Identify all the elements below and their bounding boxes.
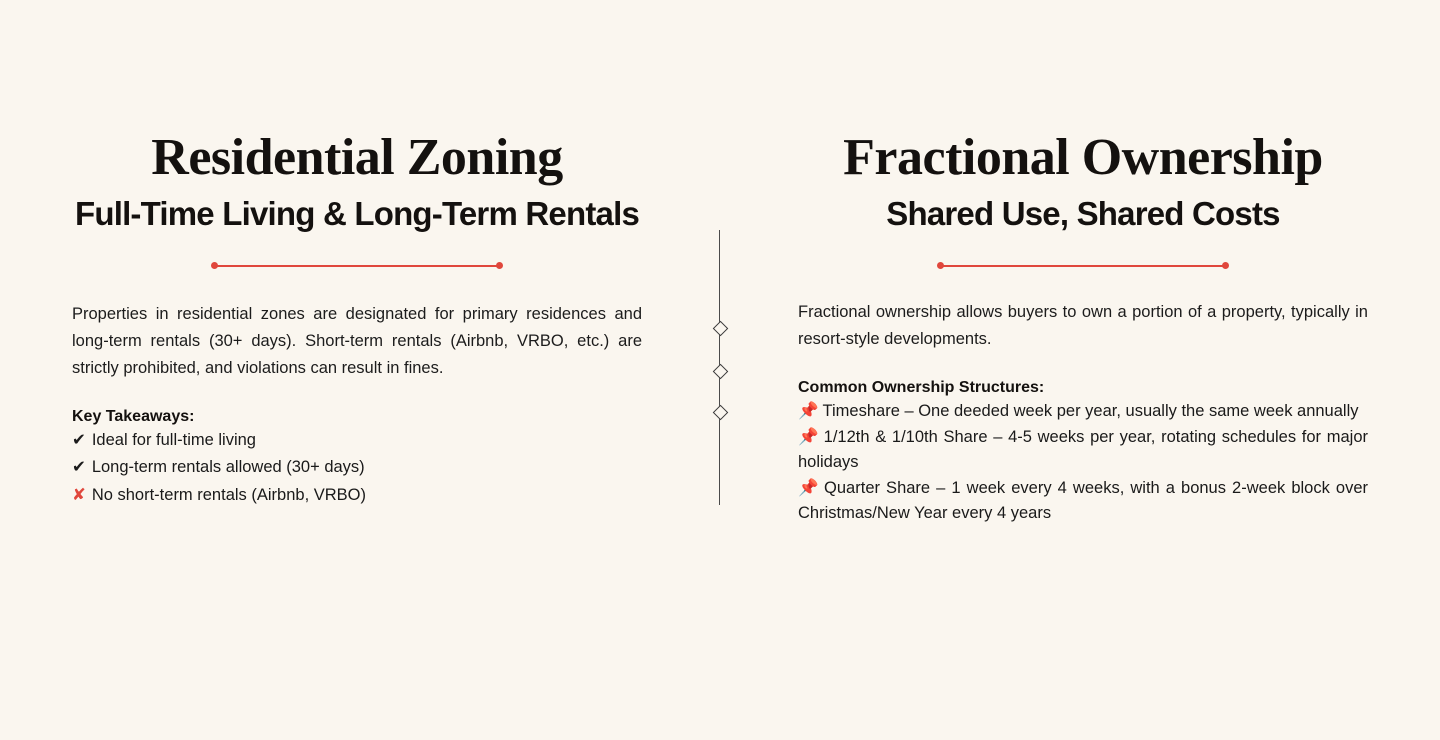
list-item: [798, 399, 1368, 424]
left-panel-title: Residential Zoning: [151, 129, 563, 186]
right-panel-subtitle: Shared Use, Shared Costs: [886, 195, 1280, 233]
panel-residential-zoning: [72, 130, 642, 508]
connector-node-1: [713, 321, 729, 337]
key-takeaways-label: Key Takeaways:: [72, 407, 195, 425]
list-item-label: Timeshare – One deeded week per year, usually the same week annually: [822, 401, 1359, 420]
list-item: [798, 425, 1368, 475]
panel-fractional-ownership: [798, 130, 1368, 526]
left-panel-subtitle: Full-Time Living & Long-Term Rentals: [74, 195, 639, 233]
list-item-label: Quarter Share – 1 week every 4 weeks, with a bonus 2-week block over Christmas/New Year every 4 years: [798, 479, 1369, 523]
right-divider-rule: [937, 261, 1229, 271]
divider-dot-right: [496, 262, 503, 269]
list-item-label: No short-term rentals (Airbnb, VRBO): [91, 485, 366, 504]
right-panel-paragraph: Fractional ownership allows buyers to own a portion of a property, typically in resort-style developments.: [798, 303, 1368, 349]
ownership-structures-label: Common Ownership Structures:: [798, 378, 1045, 396]
pin-icon: 📌: [798, 427, 820, 446]
left-panel-paragraph: Properties in residential zones are designated for primary residences and long-term rentals (30+ days). Short-term rentals (Airbnb, VRBO, etc.) are strictly prohibited, and violations can result in fines.: [72, 305, 642, 377]
cross-icon: ✘: [72, 485, 86, 504]
connector-node-2: [713, 364, 729, 380]
divider-line: [215, 265, 499, 267]
right-panel-title: Fractional Ownership: [843, 129, 1323, 186]
check-icon: ✔: [72, 430, 86, 449]
left-divider-rule: [211, 261, 503, 271]
list-item-label: Long-term rentals allowed (30+ days): [91, 458, 365, 477]
key-takeaways-list: [72, 428, 642, 509]
connector-node-3: [713, 405, 729, 421]
list-item-label: 1/12th & 1/10th Share – 4-5 weeks per year, rotating schedules for major holidays: [798, 427, 1368, 471]
list-item: [798, 476, 1368, 526]
list-item: [72, 455, 642, 481]
divider-dot-right: [1222, 262, 1229, 269]
divider-line: [941, 265, 1225, 267]
pin-icon: 📌: [798, 401, 819, 420]
ownership-structures-list: [798, 399, 1368, 526]
center-connector: [719, 230, 721, 505]
list-item-label: Ideal for full-time living: [91, 430, 256, 449]
pin-icon: 📌: [798, 479, 821, 498]
list-item: [72, 483, 642, 509]
list-item: [72, 428, 642, 454]
check-icon: ✔: [72, 458, 86, 477]
